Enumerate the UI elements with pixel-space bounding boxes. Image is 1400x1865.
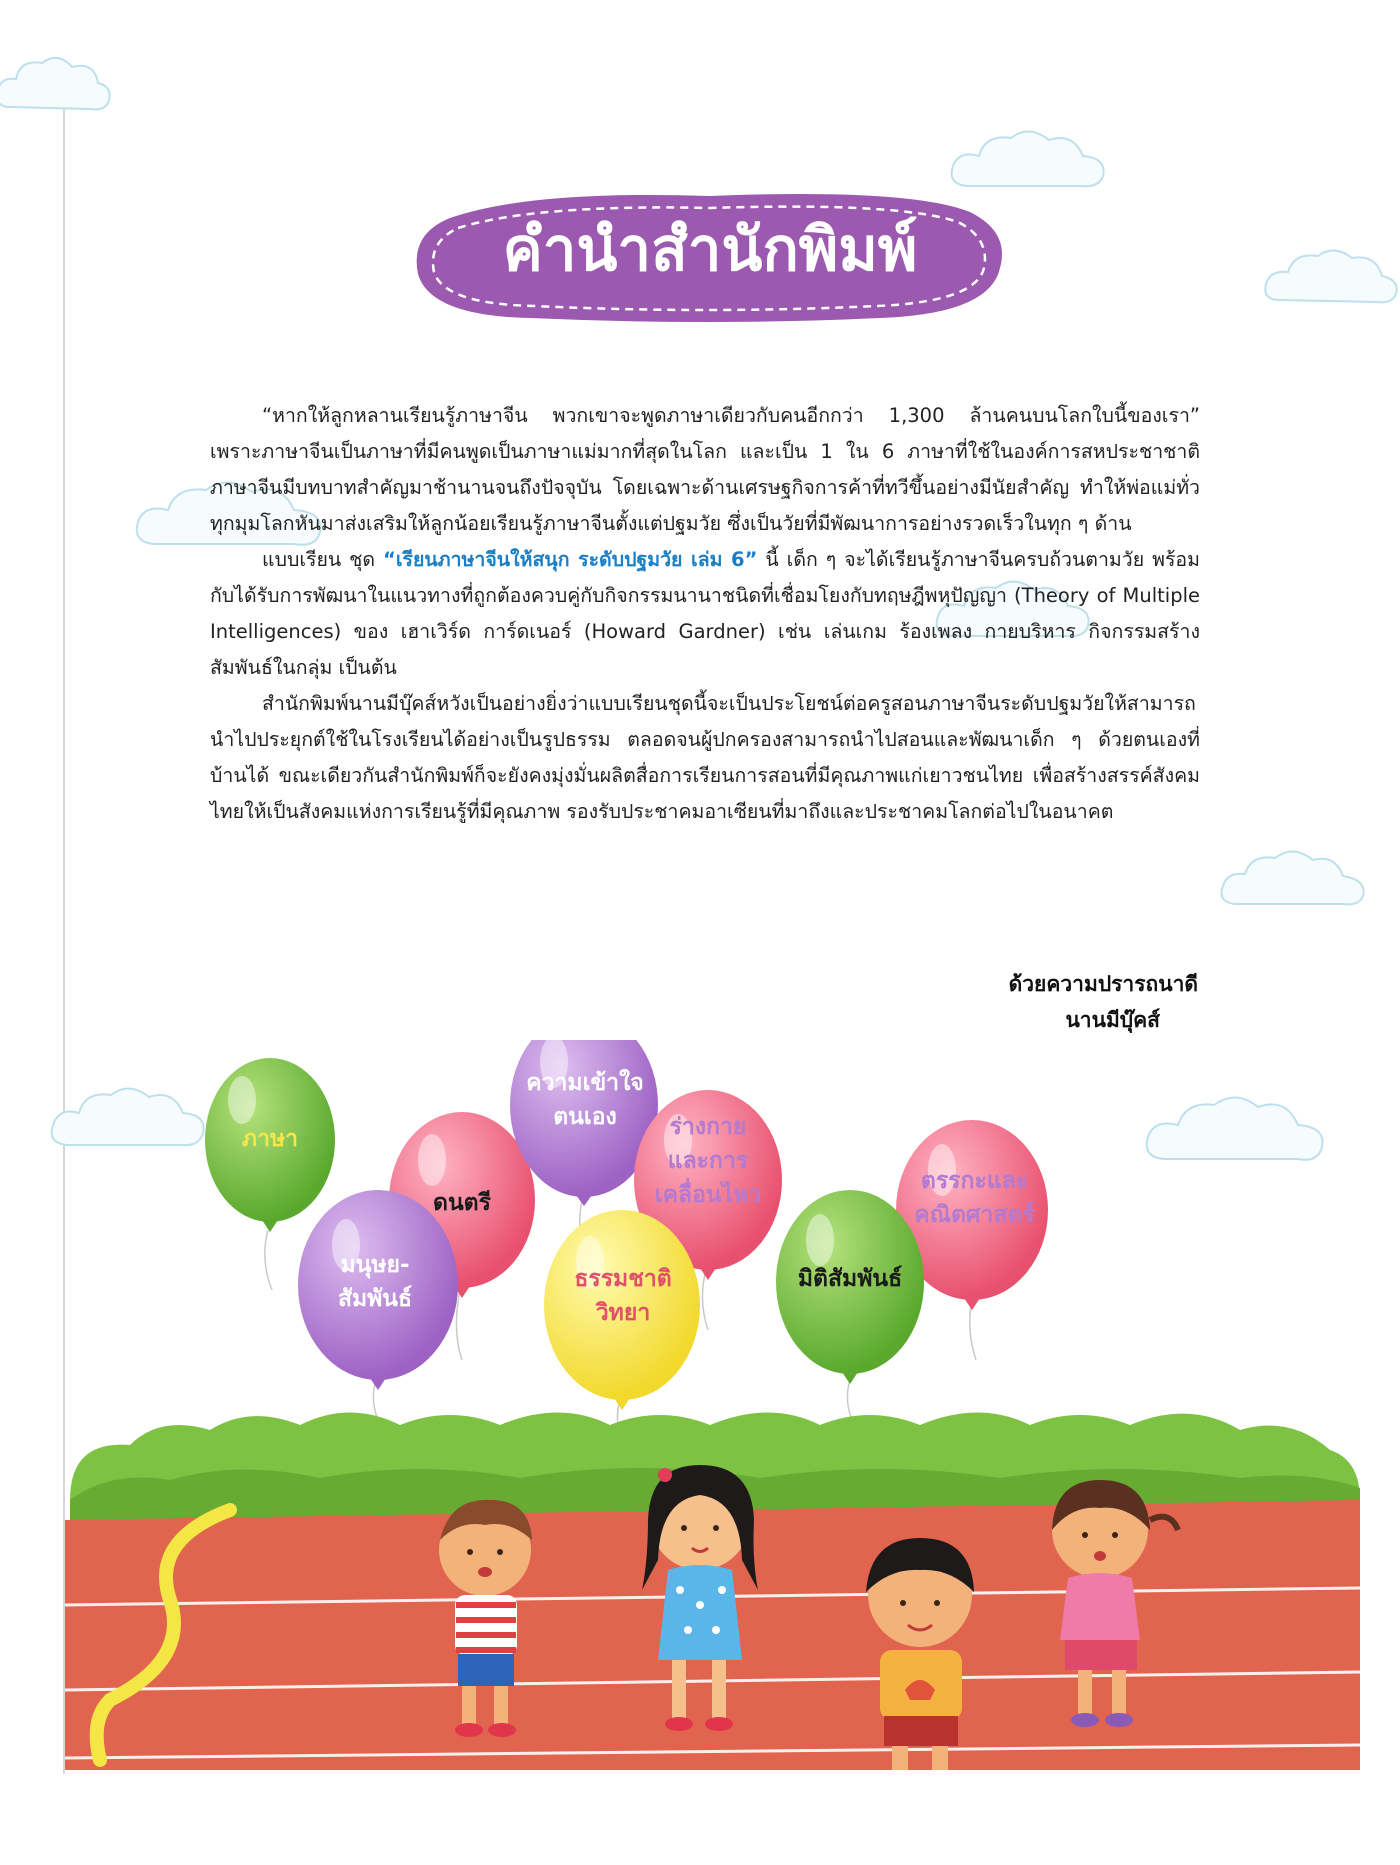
balloon-label-self: ความเข้าใจ ตนเอง xyxy=(526,1070,644,1130)
cloud-icon xyxy=(1215,840,1375,920)
paragraph-2-rest: นี้ เด็ก ๆ จะได้เรียนรู้ภาษาจีนครบถ้วนตามวัย พร้อมกับได้รับการพัฒนาในแนวทางที่ถูกต้องควบคู่กับกิจกรรมนานาชนิดที่เชื่อมโยงกับทฤษฎีพหุปัญญา (Theory of Multiple Intelligences) ของ เฮาเวิร์ด การ์ดเนอร์ (Howard Gardner) เช่น เล่นเกม ร้องเพลง กายบริหาร กิจกรรมสร้างสัมพันธ์ในกลุ่ม เป็นต้น xyxy=(210,548,1200,679)
preface-body xyxy=(210,398,1200,830)
balloon-label-music: ดนตรี xyxy=(433,1190,491,1216)
balloon-label-nature: ธรรมชาติ วิทยา xyxy=(574,1266,672,1326)
paragraph-1: “หากให้ลูกหลานเรียนรู้ภาษาจีน พวกเขาจะพูดภาษาเดียวกับคนอีกกว่า 1,300 ล้านคนบนโลกใบนี้ของเรา” เพราะภาษาจีนเป็นภาษาที่มีคนพูดเป็นภาษาแม่มากที่สุดในโลก และเป็น 1 ใน 6 ภาษาที่ใช้ในองค์การสหประชาชาติ ภาษาจีนมีบทบาทสำคัญมาช้านานจนถึงปัจจุบัน โดยเฉพาะด้านเศรษฐกิจการค้าที่ทวีขึ้นอย่างมีนัยสำคัญ ทำให้พ่อแม่ทั่วทุกมุมโลกหันมาส่งเสริมให้ลูกน้อยเรียนรู้ภาษาจีนตั้งแต่ปฐมวัย ซึ่งเป็นวัยที่มีพัฒนาการอย่างรวดเร็วในทุก ๆ ด้าน xyxy=(210,404,1200,535)
balloon-label-spatial: มิติสัมพันธ์ xyxy=(797,1266,903,1292)
cloud-icon xyxy=(0,45,120,125)
balloon-label-logic: ตรรกะและ คณิตศาสตร์ xyxy=(914,1168,1035,1228)
page-title: คำนำสำนักพิมพ์ xyxy=(502,215,918,285)
paragraph-3: สำนักพิมพ์นานมีบุ๊คส์หวังเป็นอย่างยิ่งว่าแบบเรียนชุดนี้จะเป็นประโยชน์ต่อครูสอนภาษาจีนระดับปฐมวัยให้สามารถนำไปประยุกต์ใช้ในโรงเรียนได้อย่างเป็นรูปธรรม ตลอดจนผู้ปกครองสามารถนำไปสอนและพัฒนาเด็ก ๆ ด้วยตนเองที่บ้านได้ ขณะเดียวกันสำนักพิมพ์ก็จะยังคงมุ่งมั่นผลิตสื่อการเรียนการสอนที่มีคุณภาพแก่เยาวชนไทย เพื่อสร้างสรรค์สังคมไทยให้เป็นสังคมแห่งการเรียนรู้ที่มีคุณภาพ รองรับประชาคมอาเซียนที่มาถึงและประชาคมโลกต่อไปในอนาคต xyxy=(210,692,1200,823)
balloon-label-body: ร่างกาย และการ เคลื่อนไหว xyxy=(654,1114,762,1208)
closing-block xyxy=(1009,966,1198,1038)
balloon-label-interpersonal: มนุษย- สัมพันธ์ xyxy=(337,1252,413,1312)
publisher-signature: นานมีบุ๊คส์ xyxy=(1065,1008,1160,1032)
paragraph-2 xyxy=(210,542,1200,686)
balloon-label-language: ภาษา xyxy=(241,1126,299,1152)
closing-regards: ด้วยความปรารถนาดี xyxy=(1008,972,1198,996)
book-series-title: “เรียนภาษาจีนให้สนุก ระดับปฐมวัย เล่ม 6” xyxy=(383,548,758,571)
paragraph-2-start: แบบเรียน ชุด xyxy=(262,548,384,571)
cloud-icon xyxy=(1260,240,1400,315)
